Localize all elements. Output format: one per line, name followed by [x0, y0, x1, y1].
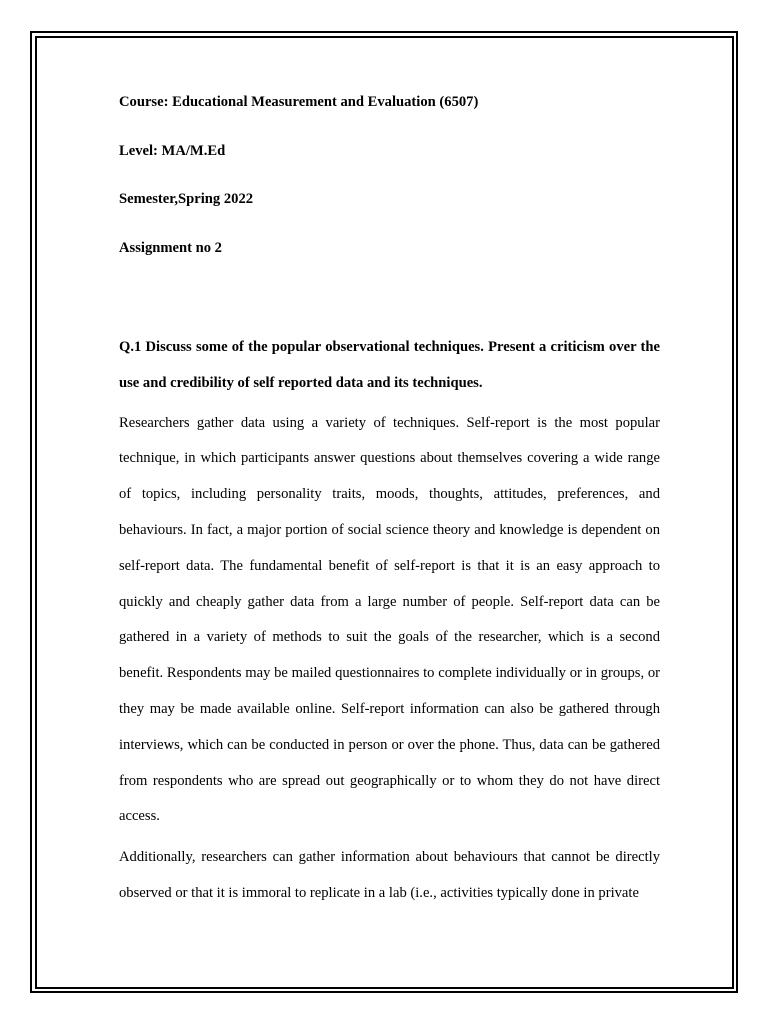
level-line: Level: MA/M.Ed	[119, 142, 226, 159]
course-line: Course: Educational Measurement and Evaluation (6507)	[119, 94, 479, 110]
semester-line: Semester,Spring 2022	[119, 191, 254, 207]
assignment-line: Assignment no 2	[119, 239, 222, 256]
spacer	[119, 281, 660, 330]
question-heading: Q.1 Discuss some of the popular observational techniques. Present a criticism over the use and credibility of self reported data and its techniques.	[119, 339, 660, 391]
paragraph-1: Researchers gather data using a variety of techniques. Self-report is the most popular technique, in which participants answer questions about themselves covering a wide range of topics, including personality traits, moods, thoughts, attitudes, preferences, and behaviours. In fact, a major portion of social science theory and knowledge is dependent on self-report data. The fundamental benefit of self-report is that it is an easy approach to quickly and cheaply gather data from a large number of people. Self-report data can be gathered in a variety of methods to suit the goals of the researcher, which is a second benefit. Respondents may be mailed questionnaires to complete individually or in groups, or they may be made available online. Self-report information can also be gathered through interviews, which can be conducted in person or over the phone. Thus, data can be gathered from respondents who are spread out geographically or to whom they do not have direct access.	[119, 414, 660, 825]
document-body	[119, 87, 660, 917]
paragraph-2: Additionally, researchers can gather information about behaviours that cannot be directly observed or that it is immoral to replicate in a lab (i.e., activities typically done in private	[119, 849, 660, 901]
